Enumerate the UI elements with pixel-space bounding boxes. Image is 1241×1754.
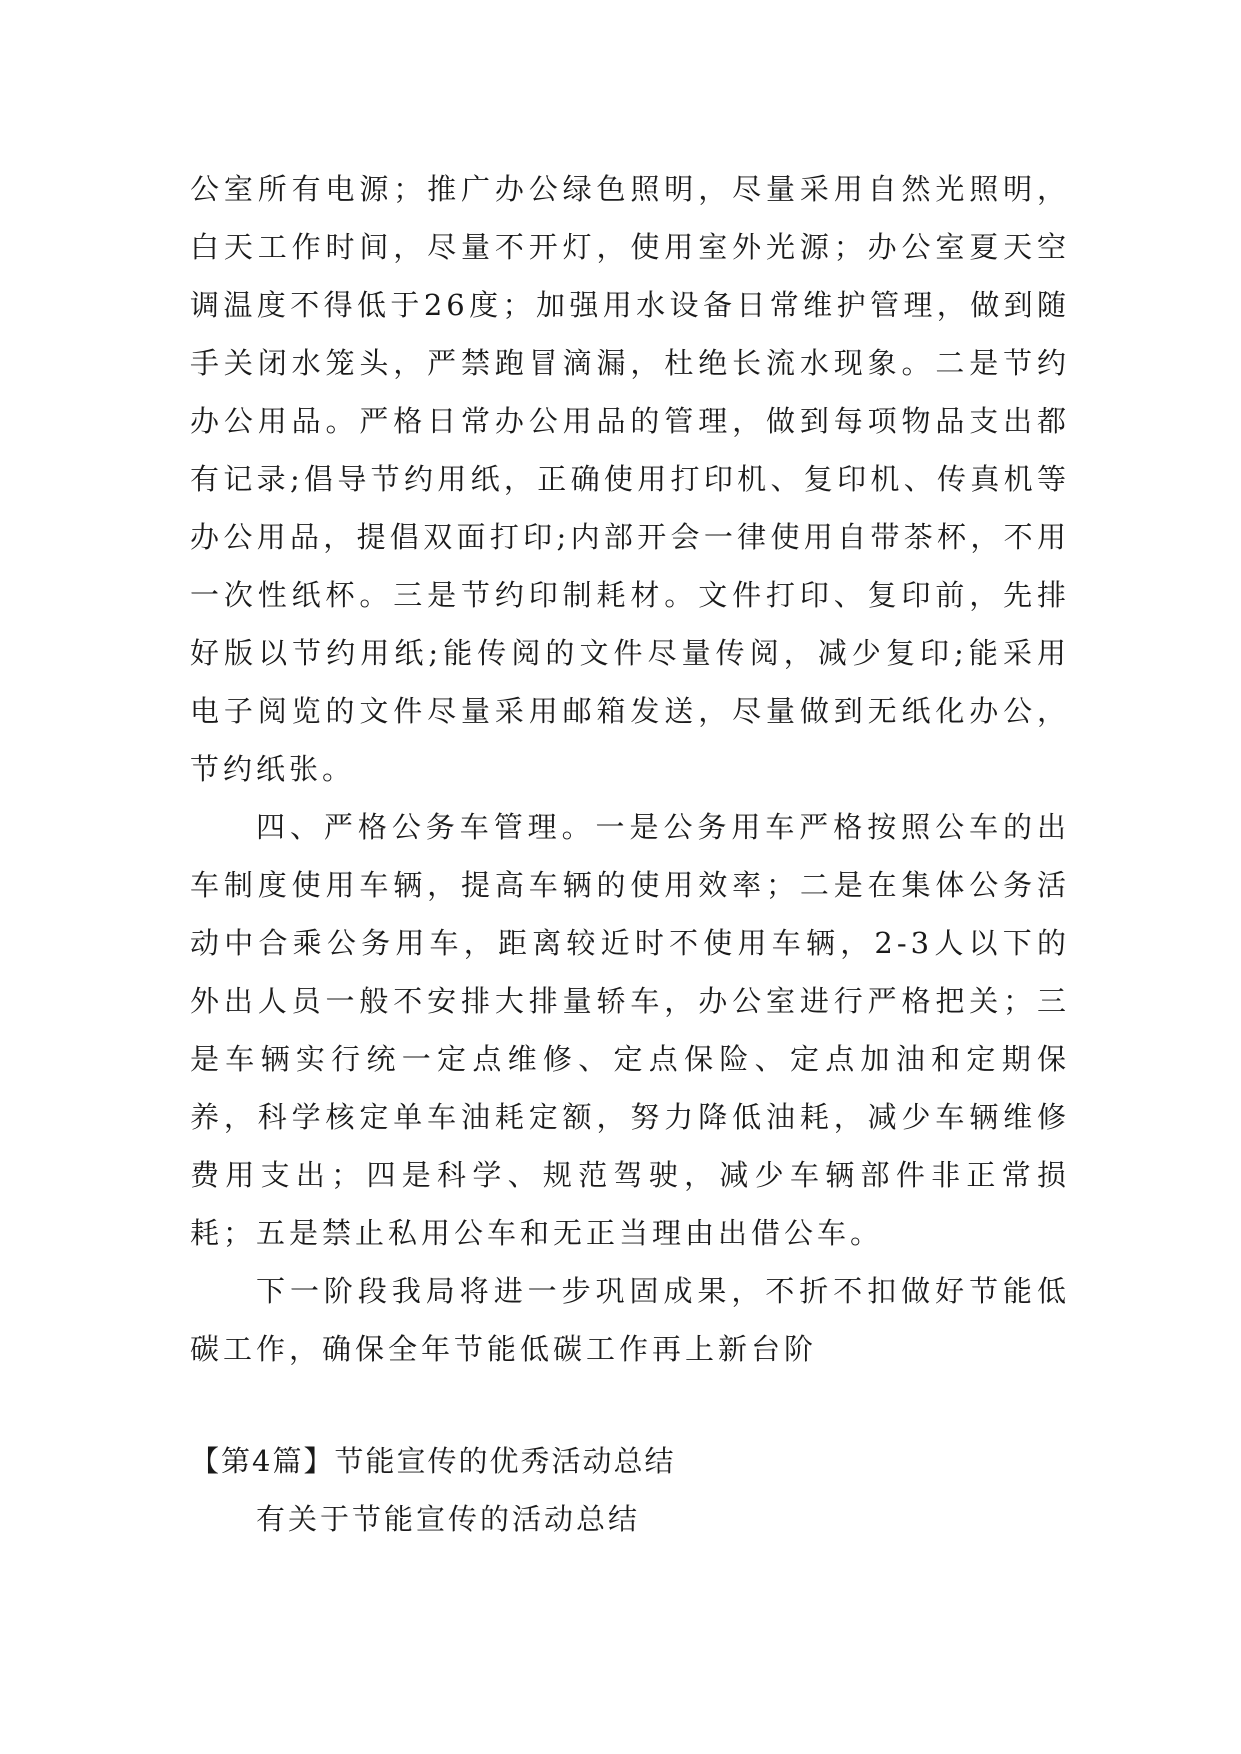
paragraph-next-stage: 下一阶段我局将进一步巩固成果，不折不扣做好节能低碳工作，确保全年节能低碳工作再上新台阶 [190,1274,1070,1366]
section-subtitle: 有关于节能宣传的活动总结 [256,1502,641,1536]
paragraph-office-energy-saving: 公室所有电源；推广办公绿色照明，尽量采用自然光照明，白天工作时间，尽量不开灯，使用室外光源；办公室夏天空调温度不得低于26度；加强用水设备日常维护管理，做到随手关闭水笼头，严禁跑冒滴漏，杜绝长流水现象。二是节约办公用品。严格日常办公用品的管理，做到每项物品支出都有记录;倡导节约用纸，正确使用打印机、复印机、传真机等办公用品，提倡双面打印;内部开会一律使用自带茶杯，不用一次性纸杯。三是节约印制耗材。文件打印、复印前，先排好版以节约用纸;能传阅的文件尽量传阅，减少复印;能采用电子阅览的文件尽量采用邮箱发送，尽量做到无纸化办公，节约纸张。 [190,172,1070,786]
section-title: 【第4篇】节能宣传的优秀活动总结 [190,1444,676,1478]
document-body [190,160,1070,1378]
paragraph-vehicle-management: 四、严格公务车管理。一是公务用车严格按照公车的出车制度使用车辆，提高车辆的使用效率；二是在集体公务活动中合乘公务用车，距离较近时不使用车辆，2-3人以下的外出人员一般不安排大排量轿车，办公室进行严格把关；三是车辆实行统一定点维修、定点保险、定点加油和定期保养，科学核定单车油耗定额，努力降低油耗，减少车辆维修费用支出；四是科学、规范驾驶，减少车辆部件非正常损耗；五是禁止私用公车和无正当理由出借公车。 [190,810,1070,1250]
